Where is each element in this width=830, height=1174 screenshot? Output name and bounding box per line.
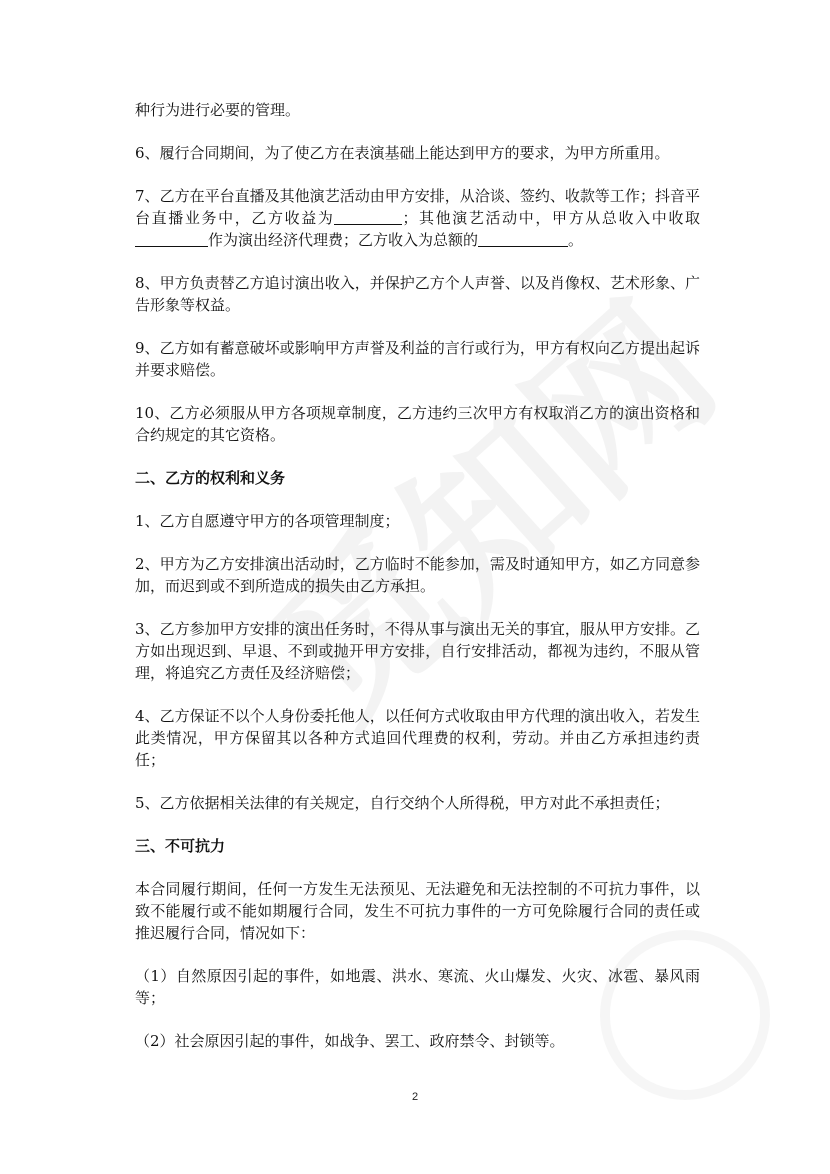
blank-field-agency-fee[interactable]: [135, 230, 208, 247]
blank-field-income-share[interactable]: [334, 208, 402, 225]
clause-10: 10、乙方必须服从甲方各项规章制度，乙方违约三次甲方有权取消乙方的演出资格和合约规定的其它资格。: [135, 404, 700, 444]
document-body: [135, 99, 700, 1052]
section2-clause-2: 2、甲方为乙方安排演出活动时，乙方临时不能参加，需及时通知甲方，如乙方同意参加，而迟到或不到所造成的损失由乙方承担。: [135, 555, 700, 595]
section3-item-2: （2）社会原因引起的事件，如战争、罢工、政府禁令、封锁等。: [135, 1032, 565, 1050]
page-number: 2: [411, 1091, 419, 1103]
clause-9: 9、乙方如有蓄意破坏或影响甲方声誉及利益的言行或行为，甲方有权向乙方提出起诉并要求赔偿。: [135, 339, 700, 379]
section3-item-1: （1）自然原因引起的事件，如地震、洪水、寒流、火山爆发、火灾、冰雹、暴风雨等；: [135, 967, 700, 1007]
section-heading-2: 二、乙方的权利和义务: [135, 469, 286, 487]
blank-field-income-percent[interactable]: [478, 230, 568, 247]
clause-8: 8、甲方负责替乙方追讨演出收入，并保护乙方个人声誉、以及肖像权、艺术形象、广告形象等权益。: [135, 274, 700, 314]
section2-clause-5: 5、乙方依据相关法律的有关规定，自行交纳个人所得税，甲方对此不承担责任；: [135, 794, 670, 812]
section-heading-3: 三、不可抗力: [135, 837, 226, 855]
section2-clause-4: 4、乙方保证不以个人身份委托他人，以任何方式收取由甲方代理的演出收入，若发生此类情况，甲方保留其以各种方式追回代理费的权利，劳动。并由乙方承担违约责任；: [135, 707, 700, 769]
section3-intro: 本合同履行期间，任何一方发生无法预见、无法避免和无法控制的不可抗力事件，以致不能履行或不能如期履行合同，发生不可抗力事件的一方可免除履行合同的责任或推迟履行合同，情况如下：: [135, 880, 700, 942]
clause-7: 7、乙方在平台直播及其他演艺活动由甲方安排，从洽谈、签约、收款等工作；抖音平台直播业务中，乙方收益为 ；其他演艺活动中，甲方从总收入中收取作为演出经济代理费；乙方收入为总额的 。: [135, 187, 700, 249]
section2-clause-1: 1、乙方自愿遵守甲方的各项管理制度；: [135, 512, 400, 530]
paragraph-continuation: 种行为进行必要的管理。: [135, 101, 301, 119]
section2-clause-3: 3、乙方参加甲方安排的演出任务时，不得从事与演出无关的事宜，服从甲方安排。乙方如出现迟到、早退、不到或抛开甲方安排，自行安排活动，都视为违约，不服从管理，将追究乙方责任及经济赔偿；: [135, 620, 700, 682]
clause-6: 6、履行合同期间，为了使乙方在表演基础上能达到甲方的要求，为甲方所重用。: [135, 144, 670, 162]
